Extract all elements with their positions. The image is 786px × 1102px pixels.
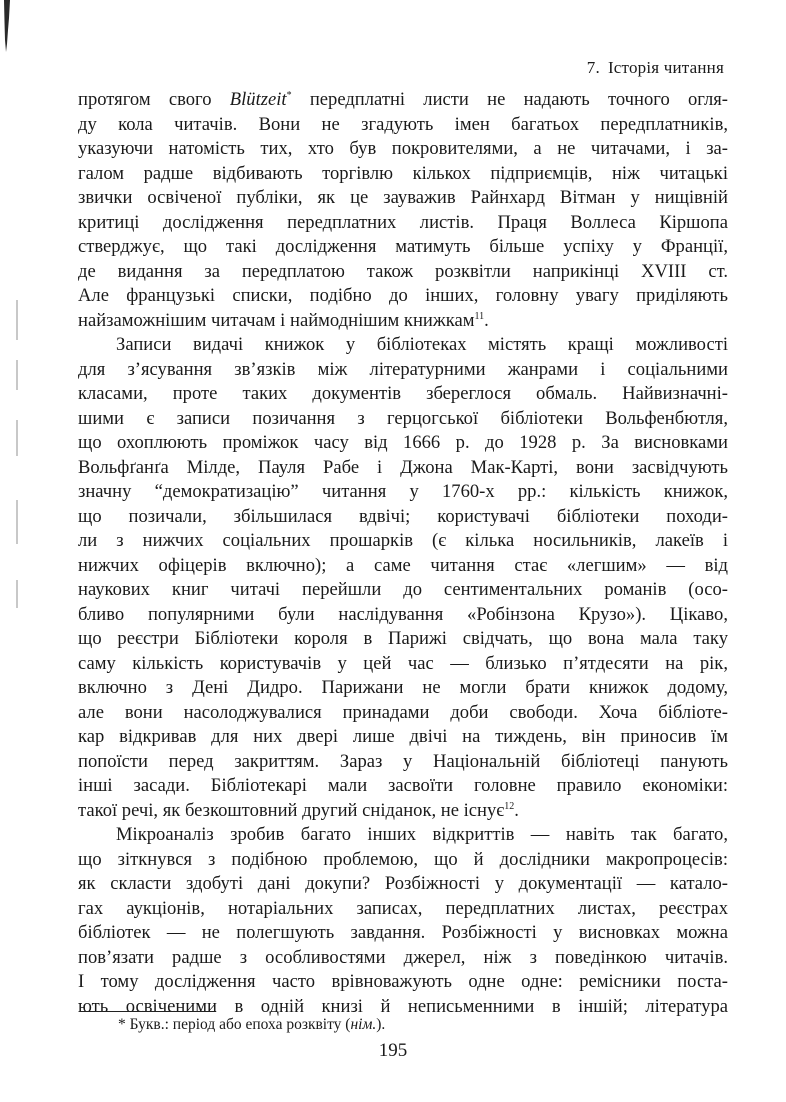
chapter-number: 7. — [586, 58, 600, 77]
text-line: Мікроаналіз зробив багато інших відкриттів — навіть так багато, — [116, 824, 728, 845]
binding-edge-mark — [3, 0, 11, 52]
text-line: ду кола читачів. Вони не згадують імен багатьох передплатників, — [78, 113, 728, 135]
text-line: значну “демократизацію” читання у 1760-х рр.: кількість книжок, — [78, 481, 728, 502]
text-line: критиці дослідження передплатних листів. Праця Воллеса Кіршопа — [78, 211, 728, 233]
text-line: Записи видачі книжок у бібліотеках містять кращі можливості — [116, 334, 728, 355]
text-line: для з’ясування зв’язків між літературними жанрами і соціальними — [78, 358, 728, 380]
text-line: інші засади. Бібліотекарі мали засвоїти головне правило економіки: — [78, 775, 728, 796]
text-line: ли з нижчих соціальних прошарків (є кілька носильників, лакеїв і — [78, 530, 728, 551]
footnote-rule — [80, 1011, 216, 1012]
footnote: * Букв.: період або епоха розквіту (нім.). — [118, 1016, 386, 1033]
running-head — [587, 58, 724, 78]
text-line: протягом свого Blützeit* передплатні листи не надають точного огля- — [78, 89, 728, 110]
page-number: 195 — [378, 1040, 408, 1061]
paragraph — [78, 823, 728, 1019]
text-line: гах аукціонів, нотаріальних записах, передплатних листах, реєстрах — [78, 897, 728, 919]
text-line: класами, проте таких документів збереглося обмаль. Найвизначні- — [78, 383, 728, 404]
text-line: ють освіченими в одній книзі й неписьменними в іншій; література — [78, 995, 728, 1017]
text-line: нижчих офіцерів включно); а саме читання стає «легшим» — від — [78, 554, 728, 576]
text-line: Вольфґанґа Мілде, Пауля Рабе і Джона Мак-Карті, вони засвідчують — [78, 456, 728, 478]
text-line: галом радше відбивають торгівлю кількох підприємців, ніж читацькі — [78, 162, 728, 184]
paragraph — [78, 88, 728, 333]
text-line: включно з Дені Дидро. Парижани не могли брати книжок додому, — [78, 677, 728, 698]
text-line: саму кількість користувачів у цей час — близько п’ятдесяти на рік, — [78, 652, 728, 674]
text-line: попоїсти перед закриттям. Зараз у Національній бібліотеці панують — [78, 750, 728, 772]
text-line: що позичали, збільшилася вдвічі; користувачі бібліотеки походи- — [78, 505, 728, 527]
text-line: що зіткнувся з подібною проблемою, що й дослідники макропроцесів: — [78, 848, 728, 870]
text-line: бібліотек — не полегшують завдання. Розбіжності у висновках можна — [78, 922, 728, 943]
text-line: стверджує, що такі дослідження матимуть більше успіху у Франції, — [78, 236, 728, 257]
text-line: пов’язати радше з особливостями джерел, ніж з поведінкою читачів. — [78, 946, 728, 968]
text-line: Але французькі списки, подібно до інших, головну увагу приділяють — [78, 285, 728, 306]
text-line: звички освіченої публіки, як це зауважив Райнхард Вітман у нищівній — [78, 187, 728, 208]
text-line: найзаможнішим читачам і наймоднішим книжкам$^{11}$. — [78, 309, 489, 331]
text-line: указуючи натомість тих, хто був покровителями, а не читачами, і за- — [78, 138, 728, 159]
chapter-title: Історія читання — [607, 58, 724, 77]
scan-speckle — [16, 360, 18, 390]
scan-speckle — [16, 500, 18, 544]
text-line: як скласти здобуті дані докупи? Розбіжності у документації — катало- — [78, 873, 728, 894]
scan-speckle — [16, 580, 18, 608]
paragraph — [78, 333, 728, 823]
text-line: наукових книг читачі перейшли до сентиментальних романів (осо- — [78, 579, 728, 600]
text-line: І тому дослідження часто врівноважують одне одне: ремісники поста- — [78, 971, 728, 992]
scan-speckle — [16, 300, 18, 340]
text-line: що реєстри Бібліотеки короля в Парижі свідчать, що вона мала таку — [78, 628, 728, 649]
scan-speckle — [16, 420, 18, 456]
body-text — [78, 88, 728, 1019]
text-line: де видання за передплатою також розквітли наприкінці XVIII ст. — [78, 260, 728, 282]
text-line: шими є записи позичання з герцогської бібліотеки Вольфенбютля, — [78, 407, 728, 429]
text-line: бливо популярними були наслідування «Робінзона Крузо»). Цікаво, — [78, 603, 728, 625]
text-line: кар відкривав для них двері лише двічі на тиждень, він приносив їм — [78, 726, 728, 747]
text-line: що охоплюють проміжок часу від 1666 р. до 1928 р. За висновками — [78, 432, 728, 453]
text-line: але вони насолоджувалися принадами доби свободи. Хоча бібліоте- — [78, 701, 728, 723]
text-line: такої речі, як безкоштовний другий сніданок, не існує$^{12}$. — [78, 799, 519, 821]
